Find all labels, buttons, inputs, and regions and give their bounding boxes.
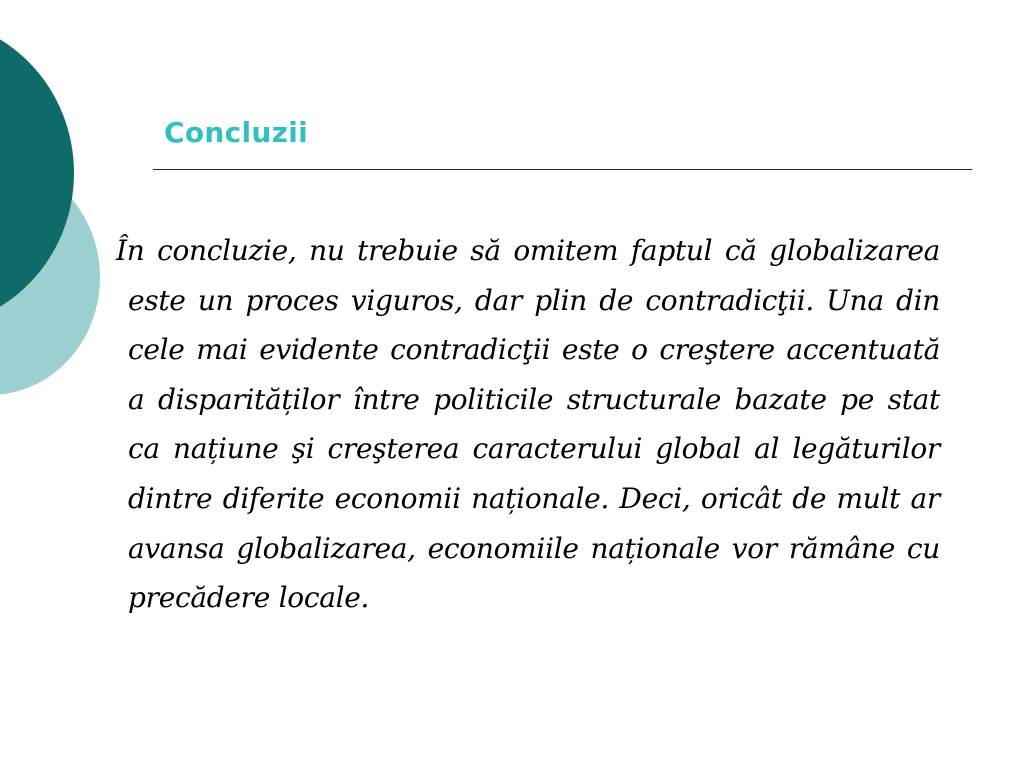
slide-title: Concluzii — [164, 116, 309, 149]
title-divider — [153, 169, 972, 170]
slide-body-text: În concluzie, nu trebuie să omitem faptul că globalizarea este un proces viguros, dar plin de contradicţii. Una din cele mai evidente contradicţii este o creştere accentuată a disparităților între politicile structurale bazate pe stat ca națiune şi creşterea caracterului global al legăturilor dintre diferite economii naționale. Deci, oricât de mult ar avansa globalizarea, economiile naționale vor rămâne cu precădere locale. — [116, 234, 940, 615]
